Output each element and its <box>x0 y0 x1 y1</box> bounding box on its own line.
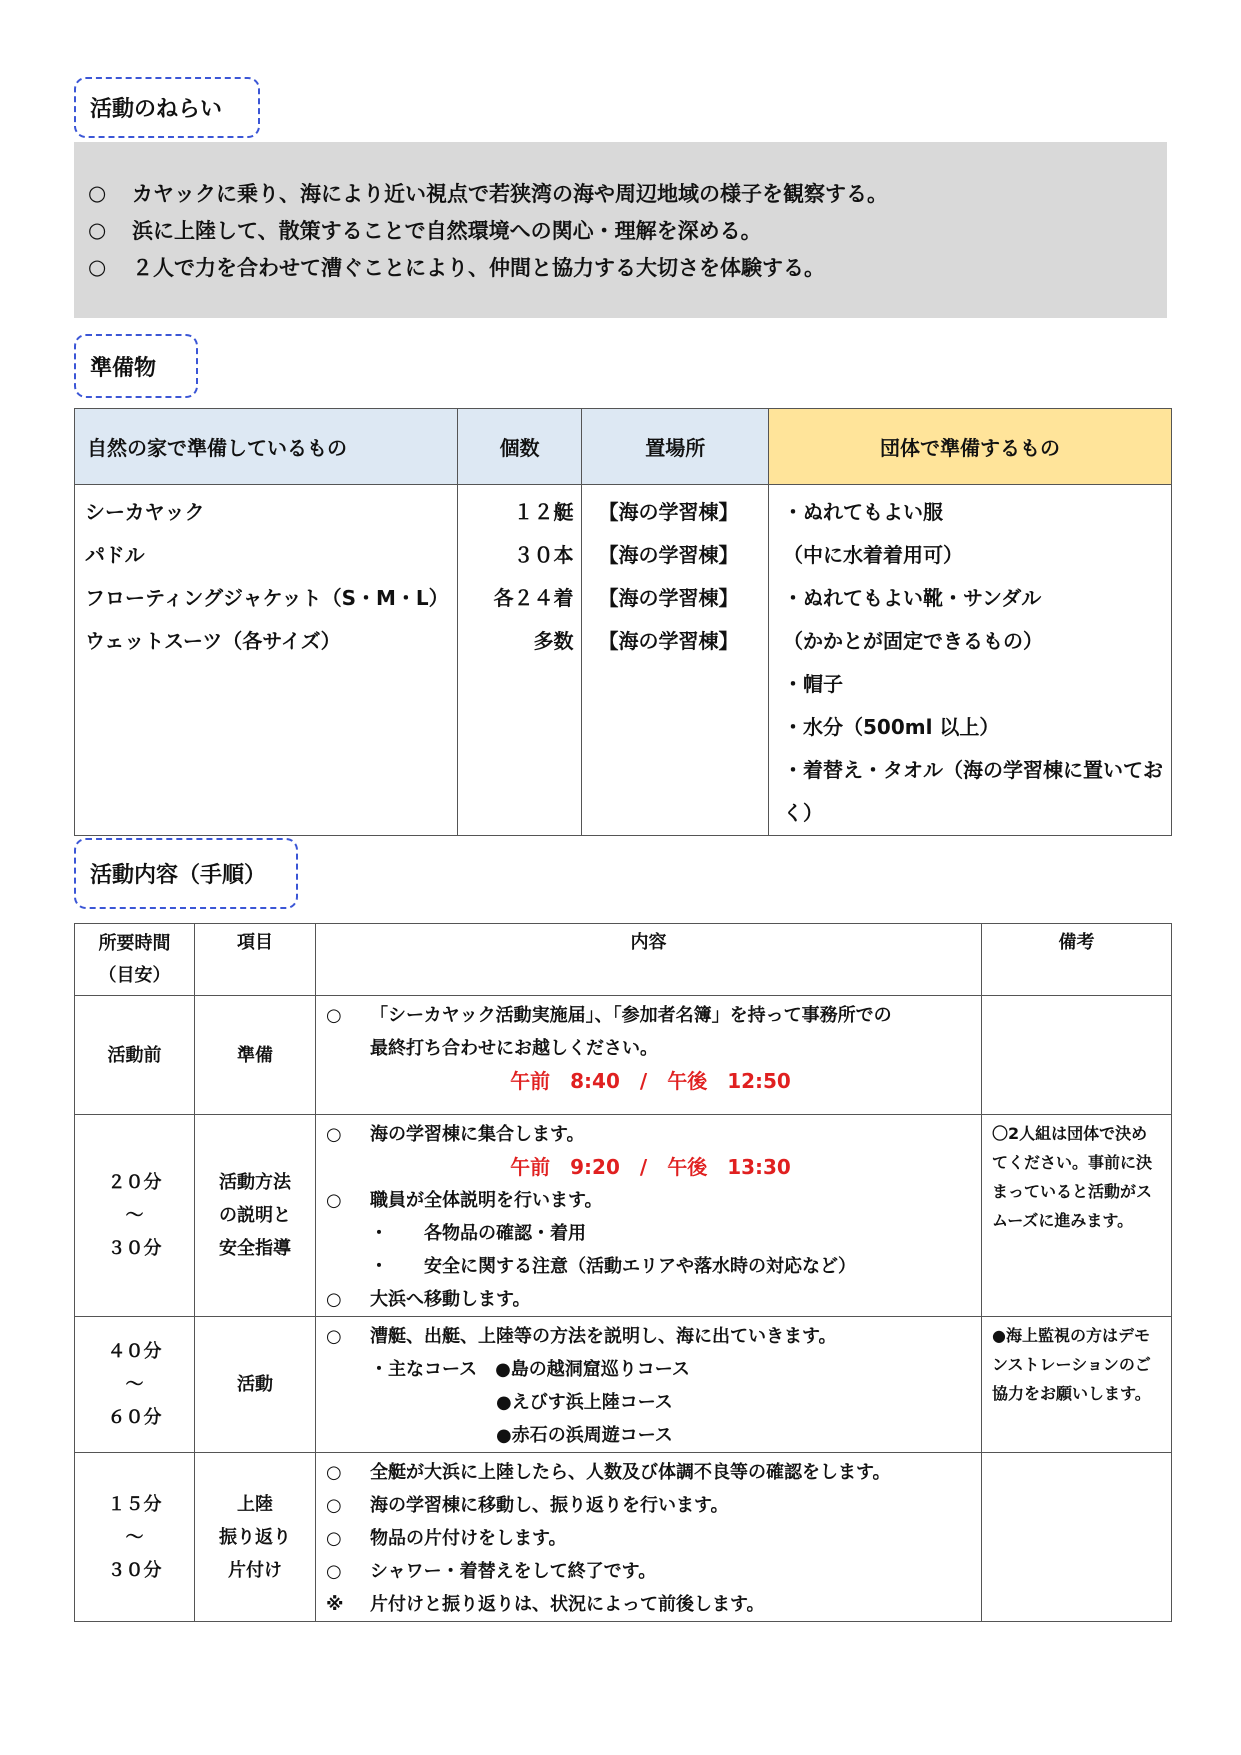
prep-item-name: シーカヤック <box>85 500 205 524</box>
section-title-steps: 活動内容（手順） <box>74 838 298 909</box>
prep-table <box>74 408 1172 836</box>
circle-bullet-icon: ○ <box>88 254 107 279</box>
section-title-prep: 準備物 <box>74 334 198 398</box>
circle-bullet-icon: ○ <box>326 1326 342 1347</box>
steps-header-time: 所要時間 （目安） <box>75 924 195 996</box>
steps-header-note: 備考 <box>982 924 1172 996</box>
time-highlight: 午前 9:20 / 午後 13:30 <box>510 1155 791 1179</box>
prep-item-name: パドル <box>85 543 145 567</box>
circle-bullet-icon: ○ <box>326 1124 342 1145</box>
step-content: ○ 全艇が大浜に上陸したら、人数及び体調不良等の確認をします。 ○ 海の学習棟に移動し、振り返りを行います。 ○ 物品の片付けをします。 ○ シャワー・着替えをして終了です。 ※ 片付けと振り返りは、状況によって前後します。 <box>316 1453 982 1622</box>
prep-item-name: フローティングジャケット（S・M・L） <box>85 586 449 610</box>
group-item: （かかとが固定できるもの） <box>783 629 1043 653</box>
prep-items-cell <box>75 485 458 836</box>
prep-item-qty: ３０本 <box>513 543 574 567</box>
steps-header-item: 項目 <box>195 924 316 996</box>
step-note <box>982 1453 1172 1622</box>
circle-bullet-icon: ○ <box>326 1005 342 1026</box>
step-item: 活動 <box>195 1317 316 1453</box>
reference-mark-icon: ※ <box>326 1594 344 1615</box>
circle-bullet-icon: ○ <box>88 217 107 242</box>
step-note: ●海上監視の方はデモンストレーションのご協力をお願いします。 <box>982 1317 1172 1453</box>
aim-item: ○ ２人で力を合わせて漕ぐことにより、仲間と協力する大切さを体験する。 <box>88 254 825 280</box>
step-note: 〇2人組は団体で決めてください。事前に決まっていると活動がスムーズに進みます。 <box>982 1115 1172 1317</box>
prep-item-qty: 各２４着 <box>493 586 574 610</box>
aim-item: ○ 浜に上陸して、散策することで自然環境への関心・理解を深める。 <box>88 217 762 243</box>
step-time: ４０分 ～ ６０分 <box>75 1317 195 1453</box>
step-item: 準備 <box>195 996 316 1115</box>
step-content: ○ 「シーカヤック活動実施届」、「参加者名簿」を持って事務所での 最終打ち合わせにお越しください。 午前 8:40 / 午後 12:50 <box>316 996 982 1115</box>
aims-box <box>74 142 1167 318</box>
group-item: ・ぬれてもよい服 <box>783 500 943 524</box>
prep-item-place: 【海の学習棟】 <box>598 586 739 610</box>
step-item: 上陸 振り返り 片付け <box>195 1453 316 1622</box>
step-content: ○ 海の学習棟に集合します。 午前 9:20 / 午後 13:30 ○ 職員が全体説明を行います。 ・ 各物品の確認・着用 ・ 安全に関する注意（活動エリアや落水時の対応など） ○ 大浜へ移動します。 <box>316 1115 982 1317</box>
prep-group-cell <box>769 485 1172 836</box>
circle-bullet-icon: ○ <box>326 1190 342 1211</box>
group-item: （中に水着着用可） <box>783 543 963 567</box>
step-time: 活動前 <box>75 996 195 1115</box>
prep-header-group: 団体で準備するもの <box>769 409 1172 485</box>
circle-bullet-icon: ○ <box>326 1289 342 1310</box>
steps-header-content: 内容 <box>316 924 982 996</box>
step-item: 活動方法 の説明と 安全指導 <box>195 1115 316 1317</box>
aim-item: ○ カヤックに乗り、海により近い視点で若狭湾の海や周辺地域の様子を観察する。 <box>88 180 888 206</box>
prep-item-qty: 多数 <box>533 629 574 653</box>
step-note <box>982 996 1172 1115</box>
prep-item-qty: １２艇 <box>513 500 574 524</box>
circle-bullet-icon: ○ <box>326 1495 342 1516</box>
group-item: ・帽子 <box>783 672 843 696</box>
prep-header-place: 置場所 <box>582 409 769 485</box>
circle-bullet-icon: ○ <box>326 1561 342 1582</box>
prep-place-cell <box>582 485 769 836</box>
time-highlight: 午前 8:40 / 午後 12:50 <box>510 1069 791 1093</box>
table-row <box>75 1317 1172 1453</box>
group-item: ・ぬれてもよい靴・サンダル <box>783 586 1042 610</box>
prep-item-place: 【海の学習棟】 <box>598 500 739 524</box>
table-row <box>75 996 1172 1115</box>
prep-qty-cell <box>457 485 582 836</box>
prep-item-place: 【海の学習棟】 <box>598 629 739 653</box>
prep-item-place: 【海の学習棟】 <box>598 543 739 567</box>
steps-table <box>74 923 1172 1622</box>
circle-bullet-icon: ○ <box>88 180 107 205</box>
prep-header-qty: 個数 <box>457 409 582 485</box>
step-content: ○ 漕艇、出艇、上陸等の方法を説明し、海に出ていきます。 ・主なコース ●島の越洞窟巡りコース ●えびす浜上陸コース ●赤石の浜周遊コース <box>316 1317 982 1453</box>
prep-item-name: ウェットスーツ（各サイズ） <box>85 629 341 653</box>
circle-bullet-icon: ○ <box>326 1528 342 1549</box>
group-item: ・着替え・タオル（海の学習棟に置いてお <box>783 758 1163 782</box>
section-title-aims: 活動のねらい <box>74 77 260 138</box>
group-item: ・水分（500ml 以上） <box>783 715 1000 739</box>
group-item: く） <box>783 801 823 825</box>
prep-header-items: 自然の家で準備しているもの <box>75 409 458 485</box>
circle-bullet-icon: ○ <box>326 1462 342 1483</box>
table-row <box>75 1115 1172 1317</box>
step-time: ２０分 ～ ３０分 <box>75 1115 195 1317</box>
table-row <box>75 1453 1172 1622</box>
step-time: １５分 ～ ３０分 <box>75 1453 195 1622</box>
